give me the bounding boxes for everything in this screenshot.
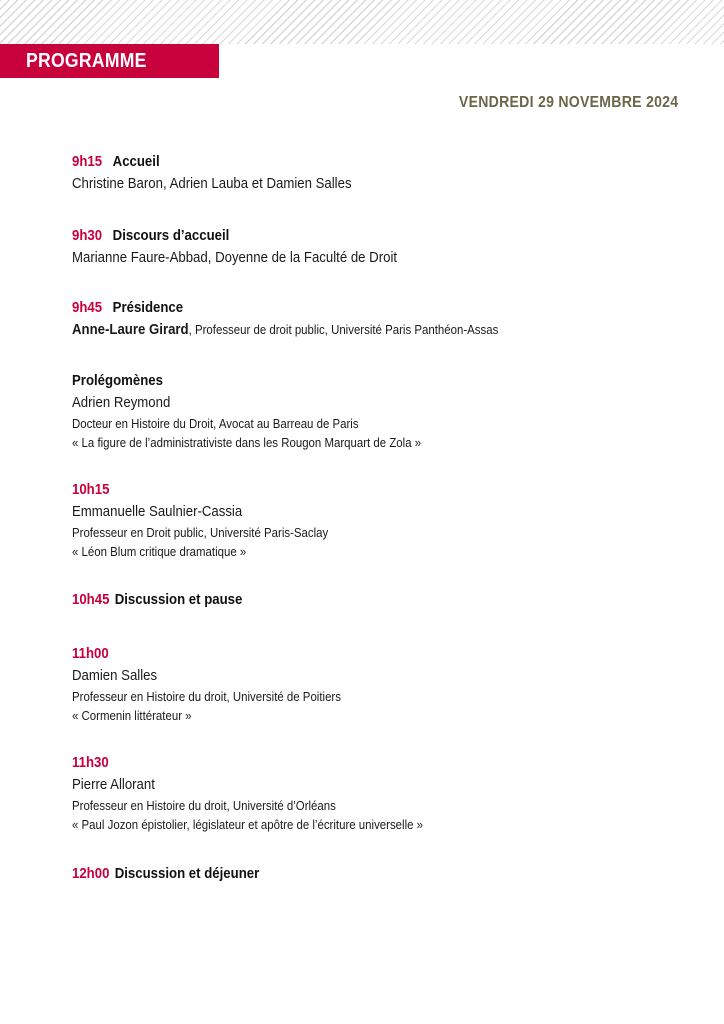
session-title: Présidence (112, 299, 184, 316)
session-title: Prolégomènes (72, 372, 163, 389)
president-name: Anne-Laure Girard (72, 321, 189, 338)
session-item (72, 151, 692, 195)
session-time: 10h15 (72, 481, 110, 498)
talk-title: « Paul Jozon épistolier, législateur et apôtre de l’écriture universelle » (72, 817, 424, 832)
session-item (72, 752, 692, 834)
session-item (72, 297, 692, 341)
session-item (72, 863, 692, 885)
session-time: 9h15 (72, 153, 103, 170)
session-item (72, 225, 692, 269)
speaker-name: Adrien Reymond (72, 394, 171, 411)
speaker-name: Damien Salles (72, 667, 158, 684)
session-title: Discours d’accueil (112, 227, 230, 244)
session-people: Marianne Faure-Abbad, Doyenne de la Faculté de Droit (72, 249, 398, 266)
section-label: PROGRAMME (26, 50, 147, 72)
speaker-role: Professeur en Droit public, Université Paris-Saclay (72, 525, 329, 540)
session-item (72, 643, 692, 725)
session-item (72, 479, 692, 561)
speaker-role: Professeur en Histoire du droit, Université de Poitiers (72, 689, 341, 704)
talk-title: « La figure de l’administrativiste dans les Rougon Marquart de Zola » (72, 435, 422, 450)
session-people: Christine Baron, Adrien Lauba et Damien Salles (72, 175, 352, 192)
event-date: VENDREDI 29 NOVEMBRE 2024 (458, 94, 678, 111)
speaker-role: Professeur en Histoire du droit, Université d’Orléans (72, 798, 336, 813)
talk-title: « Léon Blum critique dramatique » (72, 544, 247, 559)
session-time: 11h30 (72, 754, 109, 771)
speaker-name: Pierre Allorant (72, 776, 155, 793)
speaker-role: Docteur en Histoire du Droit, Avocat au Barreau de Paris (72, 416, 359, 431)
session-title: Discussion et pause (114, 591, 243, 608)
session-time: 11h00 (72, 645, 109, 662)
hatched-header-band (0, 0, 724, 44)
session-title: Discussion et déjeuner (114, 865, 260, 882)
programme-banner (0, 44, 219, 78)
session-item (72, 370, 692, 452)
session-time: 9h30 (72, 227, 103, 244)
speaker-name: Emmanuelle Saulnier-Cassia (72, 503, 243, 520)
talk-title: « Cormenin littérateur » (72, 708, 192, 723)
session-title: Accueil (112, 153, 160, 170)
session-time: 10h45 (72, 591, 110, 608)
president-affiliation: , Professeur de droit public, Université Paris Panthéon-Assas (188, 322, 499, 337)
session-item (72, 589, 692, 611)
session-time: 9h45 (72, 299, 103, 316)
session-time: 12h00 (72, 865, 110, 882)
